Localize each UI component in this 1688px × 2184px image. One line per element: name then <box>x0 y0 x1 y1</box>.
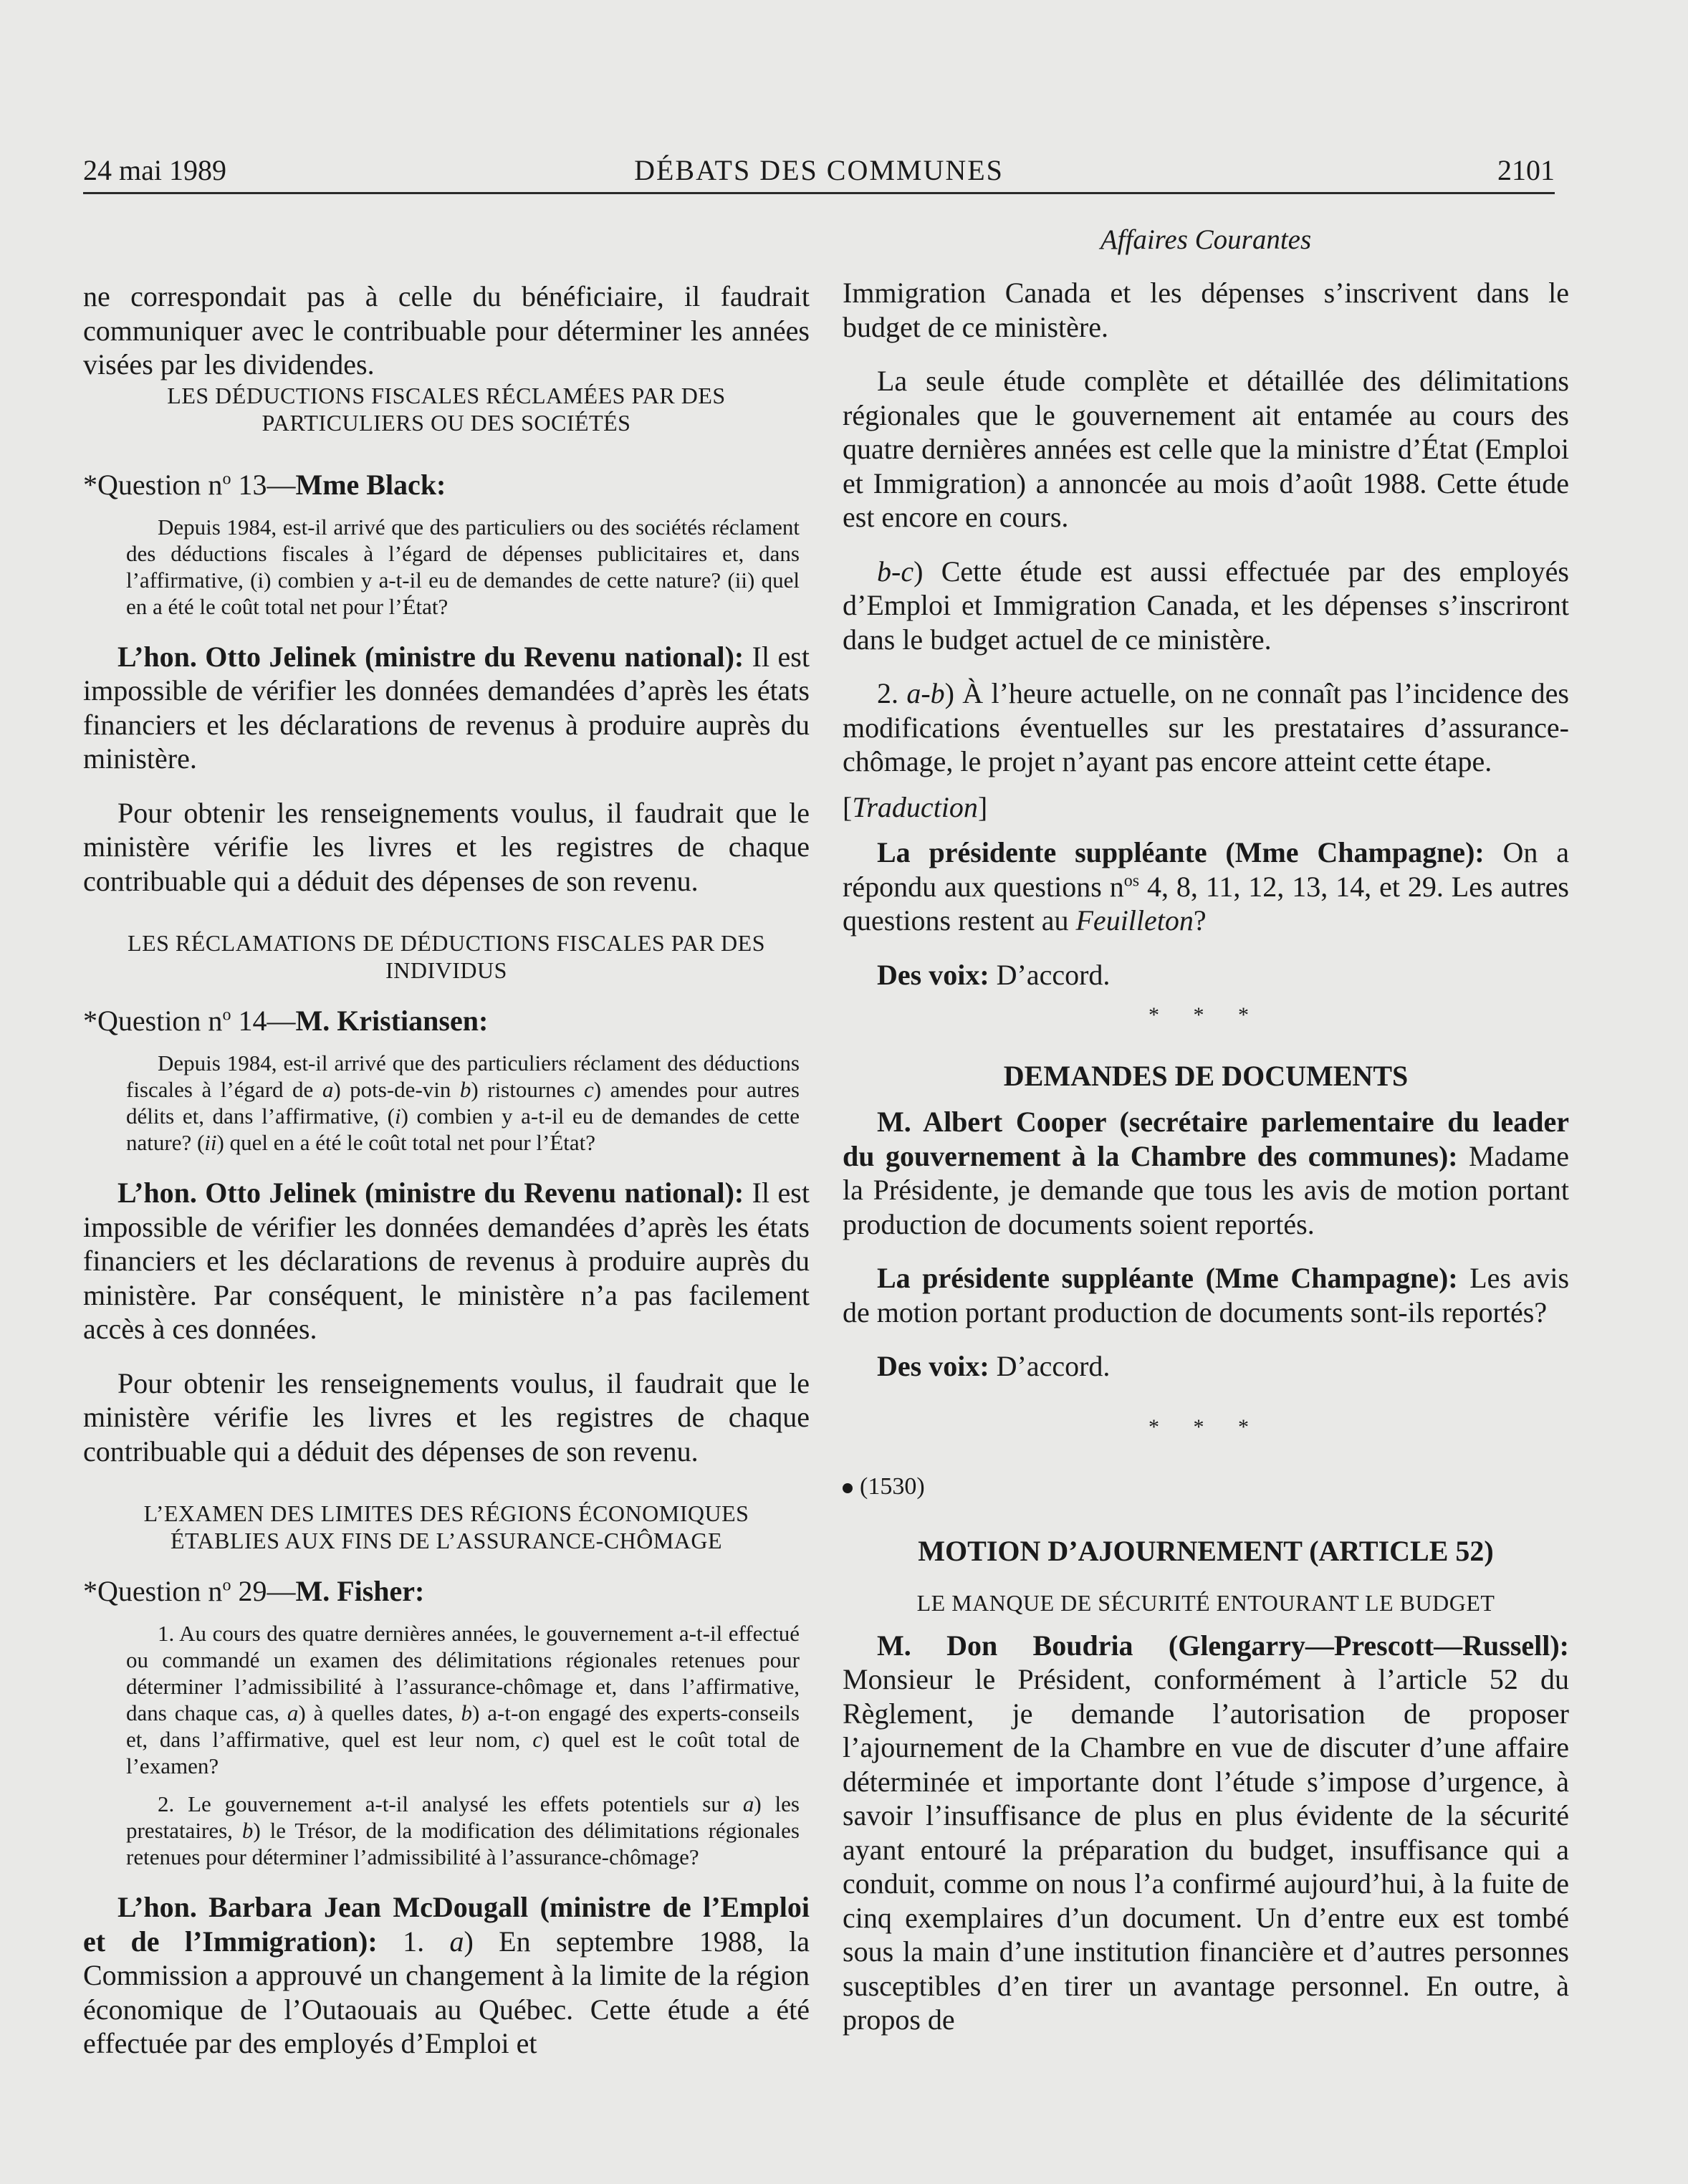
paragraph: b-c) Cette étude est aussi effectuée par des employés d’Emploi et Immigration Canada, et les dépenses s’inscriront dans le budget actuel de ce ministère. <box>843 555 1569 656</box>
answer-paragraph: L’hon. Barbara Jean McDougall (ministre de l’Emploi et de l’Immigration): 1. a) En septembre 1988, la Commission a approuvé un changement à la limite de la région économique de l’Outaouais au Québec. Cette étude a été effectuée par des employés d’Emploi et <box>83 1891 810 2059</box>
question-text: Depuis 1984, est-il arrivé que des particuliers réclament des déductions fiscales à l’égard de a) pots-de-vin b) ristournes c) amendes pour autres délits et, dans l’affirmative, (i) combien y a-t-il eu de demandes de cette nature? (ii) quel en a été le coût total net pour l’État? <box>126 1050 800 1155</box>
left-column <box>83 279 810 2061</box>
section-separator: * * * <box>1148 1003 1263 1027</box>
section-heading: MOTION D’AJOURNEMENT (ARTICLE 52) <box>918 1534 1494 1567</box>
page-number: 2101 <box>1497 154 1555 186</box>
question-text: 2. Le gouvernement a-t-il analysé les effets potentiels sur a) les prestataires, b) le Trésor, de la modification des délimitations régionales retenues pour déterminer l’admissibilité à l’assurance-chômage? <box>126 1791 800 1869</box>
speaker: La présidente suppléante (Mme Champagne): <box>877 1262 1458 1294</box>
section-label: Affaires Courantes <box>1100 224 1312 255</box>
speaker: Des voix: <box>877 958 989 991</box>
question-heading: *Question $n^o$ 14—M. Kristiansen: <box>83 1005 489 1037</box>
question-title: LES DÉDUCTIONS FISCALES RÉCLAMÉES PAR DES PARTICULIERS OU DES SOCIÉTÉS <box>167 382 726 436</box>
question-heading: *Question $n^o$ 13—Mme Black: <box>83 468 446 501</box>
answer-paragraph: L’hon. Otto Jelinek (ministre du Revenu national): Il est impossible de vérifier les données demandées d’après les états financiers et les déclarations de revenus à produire auprès du ministère. <box>83 640 810 775</box>
section-heading: DEMANDES DE DOCUMENTS <box>1003 1060 1409 1092</box>
paragraph: Pour obtenir les renseignements voulus, il faudrait que le ministère vérifie les livres et les registres de chaque contribuable qui a déduit des dépenses de son revenu. <box>83 1366 810 1467</box>
question-text: 1. Au cours des quatre dernières années, le gouvernement a-t-il effectué ou commandé un examen des délimitations régionales retenues pour déterminer l’admissibilité à l’assurance-chômage et, dans l’affirmative, dans chaque cas, a) à quelles dates, b) a-t-on engagé des experts-conseils et, dans l’affirmative, quel est leur nom, c) quel est le coût total de l’examen? <box>126 1621 800 1778</box>
bullet-icon <box>843 1483 853 1493</box>
section-separator: * * * <box>1148 1414 1263 1439</box>
speaker: Des voix: <box>877 1350 989 1382</box>
speaker-paragraph: La présidente suppléante (Mme Champagne): Les avis de motion portant production de documents sont-ils reportés? <box>843 1262 1570 1328</box>
paragraph: La seule étude complète et détaillée des délimitations régionales que le gouvernement ait entamée au cours des quatre dernières années est celle que la ministre d’État (Emploi et Immigration) a annoncée au mois d’août 1988. Cette étude est encore en cours. <box>843 365 1569 533</box>
speaker: L’hon. Barbara Jean McDougall (ministre de l’Emploi et de l’Immigration): <box>83 1891 810 1958</box>
header-date: 24 mai 1989 <box>83 154 226 186</box>
speaker: M. Don Boudria (Glengarry—Prescott—Russell): <box>877 1629 1569 1662</box>
speaker: L’hon. Otto Jelinek (ministre du Revenu national): <box>118 1177 744 1209</box>
speaker: M. Albert Cooper (secrétaire parlementaire du leader du gouvernement à la Chambre des communes): <box>843 1106 1569 1172</box>
paragraph: Immigration Canada et les dépenses s’inscrivent dans le budget de ce ministère. <box>843 277 1569 343</box>
answer-paragraph: L’hon. Otto Jelinek (ministre du Revenu national): Il est impossible de vérifier les données demandées d’après les états financiers et les déclarations de revenus à produire auprès du ministère. Par conséquent, le ministère n’a pas facilement accès à ces données. <box>83 1177 810 1345</box>
speaker-paragraph: M. Albert Cooper (secrétaire parlementaire du leader du gouvernement à la Chambre des communes): Madame la Présidente, je demande que tous les avis de motion portant production de documents soient reportés. <box>843 1106 1569 1240</box>
time-marker: (1530) <box>843 1471 1569 1503</box>
speaker-paragraph: La présidente suppléante (Mme Champagne): On a répondu aux questions $n^{os}$ 4, 8, 11, 12, 13, 14, et 29. Les autres questions restent au Feuilleton? <box>843 836 1570 937</box>
question-title: LES RÉCLAMATIONS DE DÉDUCTIONS FISCALES PAR DES INDIVIDUS <box>128 930 765 983</box>
page-header <box>83 149 1555 194</box>
question-text: Depuis 1984, est-il arrivé que des particuliers ou des sociétés réclament des déductions fiscales à l’égard de dépenses publicitaires et, dans l’affirmative, (i) combien y a-t-il eu de demandes de cette nature? (ii) quel en a été le coût total net pour l’État? <box>126 514 800 619</box>
translation-note: [Traduction] <box>843 790 988 823</box>
paragraph: ne correspondait pas à celle du bénéficiaire, il faudrait communiquer avec le contribuable pour déterminer les années visées par les dividendes. <box>83 280 810 380</box>
speaker: La présidente suppléante (Mme Champagne): <box>877 836 1485 868</box>
right-column <box>843 276 1569 2037</box>
question-heading: *Question $n^o$ 29—M. Fisher: <box>83 1575 425 1607</box>
question-title: L’EXAMEN DES LIMITES DES RÉGIONS ÉCONOMIQUES ÉTABLIES AUX FINS DE L’ASSURANCE-CHÔMAGE <box>143 1500 749 1553</box>
speaker-paragraph: M. Don Boudria (Glengarry—Prescott—Russell): Monsieur le Président, conformément à l’article 52 du Règlement, je demande l’autorisation de proposer l’ajournement de la Chambre en vue de discuter d’une affaire déterminée et importante dont l’étude s’impose d’urgence, à savoir l’insuffisance de plus en plus évidente de la sécurité ayant entouré la préparation du budget, insuffisance qui a conduit, comme on nous l’a confirmé aujourd’hui, à la fuite de cinq exemplaires d’un document. Un d’entre eux est tombé sous la main d’une institution financière et d’autres personnes susceptibles d’en tirer un avantage personnel. En outre, à propos de <box>843 1629 1569 2036</box>
subheading: LE MANQUE DE SÉCURITÉ ENTOURANT LE BUDGET <box>916 1589 1495 1616</box>
header-title: DÉBATS DES COMMUNES <box>634 154 1004 186</box>
voices-paragraph: Des voix: D’accord. <box>877 1350 1111 1382</box>
paragraph: Pour obtenir les renseignements voulus, il faudrait que le ministère vérifie les livres et les registres de chaque contribuable qui a déduit des dépenses de son revenu. <box>83 796 810 897</box>
paragraph: 2. a-b) À l’heure actuelle, on ne connaît pas l’incidence des modifications éventuelles sur les prestataires d’assurance-chômage, le projet n’ayant pas encore atteint cette étape. <box>843 677 1569 777</box>
voices-paragraph: Des voix: D’accord. <box>877 958 1111 991</box>
speaker: L’hon. Otto Jelinek (ministre du Revenu national): <box>118 640 744 673</box>
